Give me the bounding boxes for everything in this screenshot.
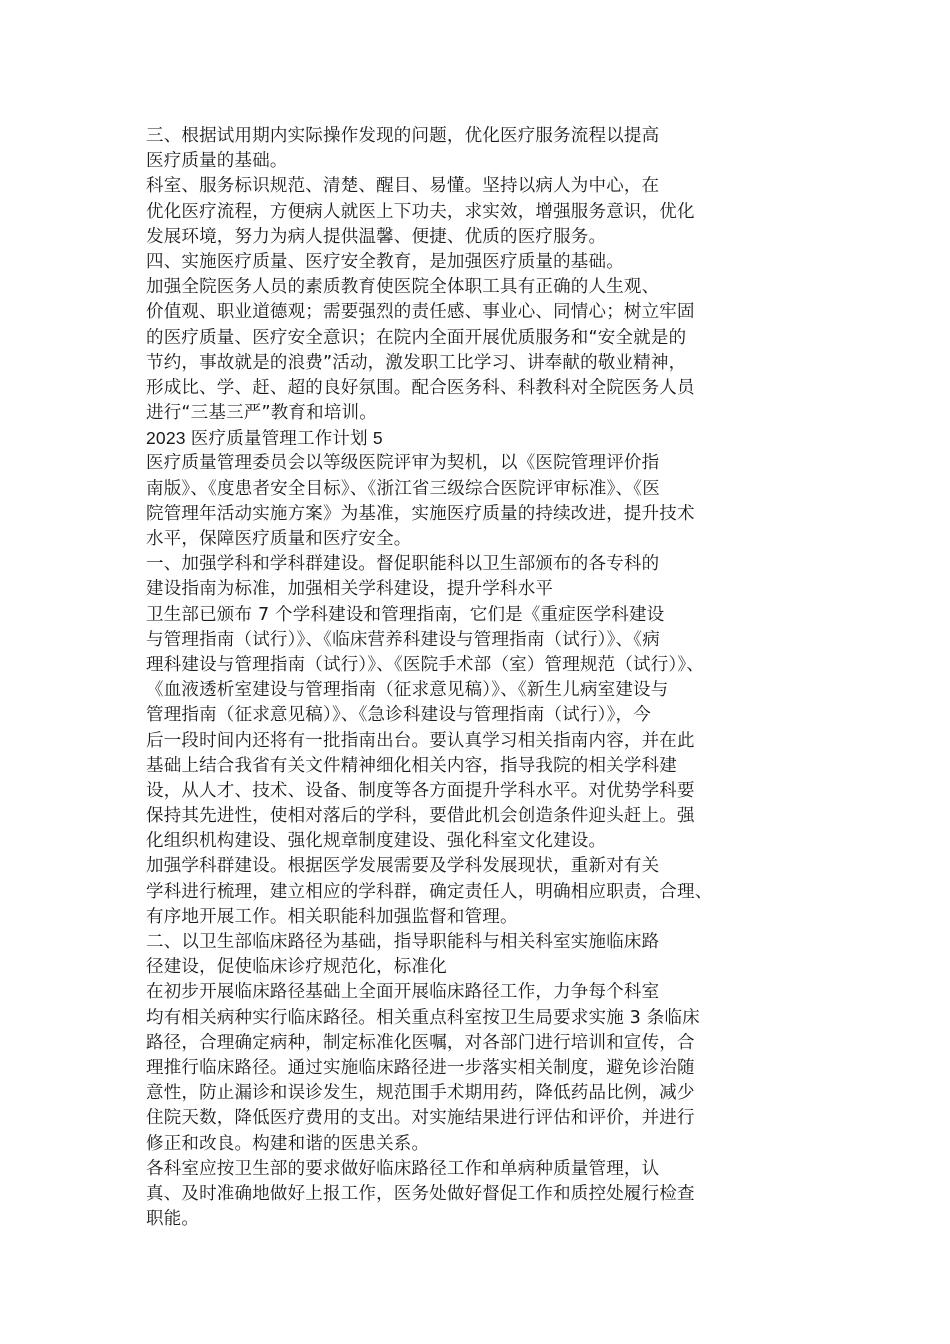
text-line: 的医疗质量、医疗安全意识；在院内全面开展优质服务和“安全就是的 bbox=[146, 327, 687, 348]
text-line: 意性，防止漏诊和误诊发生，规范围手术期用药，降低药品比例，减少 bbox=[146, 1083, 695, 1104]
text-line: 基础上结合我省有关文件精神细化相关内容，指导我院的相关学科建 bbox=[146, 755, 677, 776]
text-line: 形成比、学、赶、超的良好氛围。配合医务科、科教科对全院医务人员 bbox=[146, 377, 695, 398]
text-line: 学科进行梳理，建立相应的学科群，确定责任人，明确相应职责，合理、 bbox=[146, 881, 713, 902]
text-line: 价值观、职业道德观；需要强烈的责任感、事业心、同情心；树立牢固 bbox=[146, 302, 695, 323]
document-body bbox=[146, 124, 796, 1232]
text-line: 四、实施医疗质量、医疗安全教育，是加强医疗质量的基础。 bbox=[146, 251, 624, 272]
text-line: 与管理指南（试行）》、《临床营养科建设与管理指南（试行）》、《病 bbox=[146, 629, 660, 650]
text-line: 保持其先进性，使相对落后的学科，要借此机会创造条件迎头赶上。强 bbox=[146, 806, 695, 827]
text-line: 有序地开展工作。相关职能科加强监督和管理。 bbox=[146, 906, 518, 927]
text-line: 设，从人才、技术、设备、制度等各方面提升学科水平。对优势学科要 bbox=[146, 780, 695, 801]
text-line: 《血液透析室建设与管理指南（征求意见稿）》、《新生儿病室建设与 bbox=[146, 680, 669, 701]
text-line: 化组织机构建设、强化规章制度建设、强化科室文化建设。 bbox=[146, 831, 607, 852]
text-line: 进行“三基三严”教育和培训。 bbox=[146, 403, 377, 424]
text-line: 卫生部已颁布 7 个学科建设和管理指南，它们是《重症医学科建设 bbox=[146, 604, 665, 625]
text-line: 管理指南（征求意见稿）》、《急诊科建设与管理指南（试行）》，今 bbox=[146, 705, 651, 726]
text-line: 真、及时准确地做好上报工作，医务处做好督促工作和质控处履行检查 bbox=[146, 1183, 695, 1204]
text-line: 后一段时间内还将有一批指南出台。要认真学习相关指南内容，并在此 bbox=[146, 730, 695, 751]
text-line: 节约，事故就是的浪费”活动，激发职工比学习、讲奉献的敬业精神， bbox=[146, 352, 687, 373]
text-line: 径建设，促使临床诊疗规范化，标准化 bbox=[146, 957, 447, 978]
text-line: 水平，保障医疗质量和医疗安全。 bbox=[146, 529, 412, 549]
text-line: 一、加强学科和学科群建设。督促职能科以卫生部颁布的各专科的 bbox=[146, 554, 660, 575]
text-line: 修正和改良。构建和谐的医患关系。 bbox=[146, 1133, 430, 1154]
text-line: 职能。 bbox=[146, 1209, 200, 1230]
text-line: 理科建设与管理指南（试行）》、《医院手术部（室）管理规范（试行）》、 bbox=[146, 654, 705, 675]
text-line: 加强学科群建设。根据医学发展需要及学科发展现状，重新对有关 bbox=[146, 856, 660, 877]
text-line: 优化医疗流程，方便病人就医上下功夫，求实效，增强服务意识，优化 bbox=[146, 201, 695, 222]
text-line: 南版》、《度患者安全目标》、《浙江省三级综合医院评审标准》、《医 bbox=[146, 478, 660, 499]
text-line: 医疗质量管理委员会以等级医院评审为契机，以《医院管理评价指 bbox=[146, 453, 660, 474]
text-line: 发展环境，努力为病人提供温馨、便捷、优质的医疗服务。 bbox=[146, 226, 607, 247]
text-line: 各科室应按卫生部的要求做好临床路径工作和单病种质量管理，认 bbox=[146, 1158, 660, 1179]
text-line: 均有相关病种实行临床路径。相关重点科室按卫生局要求实施 3 条临床 bbox=[146, 1007, 700, 1028]
text-line: 科室、服务标识规范、清楚、醒目、易懂。坚持以病人为中心，在 bbox=[146, 176, 660, 197]
text-line: 住院天数，降低医疗费用的支出。对实施结果进行评估和评价，并进行 bbox=[146, 1108, 695, 1129]
text-line: 三、根据试用期内实际操作发现的问题，优化医疗服务流程以提高 bbox=[146, 126, 660, 146]
text-line: 加强全院医务人员的素质教育使医院全体职工具有正确的人生观、 bbox=[146, 277, 660, 298]
text-line: 路径，合理确定病种，制定标准化医嘱，对各部门进行培训和宣传，合 bbox=[146, 1032, 695, 1053]
text-line: 建设指南为标准，加强相关学科建设，提升学科水平 bbox=[146, 579, 554, 600]
text-line: 理推行临床路径。通过实施临床路径进一步落实相关制度，避免诊治随 bbox=[146, 1057, 695, 1078]
text-line: 在初步开展临床路径基础上全面开展临床路径工作，力争每个科室 bbox=[146, 982, 660, 1003]
section-heading: 2023 医疗质量管理工作计划 5 bbox=[146, 428, 383, 449]
text-line: 医疗质量的基础。 bbox=[146, 151, 288, 172]
text-line: 二、以卫生部临床路径为基础，指导职能科与相关科室实施临床路 bbox=[146, 932, 660, 952]
text-line: 院管理年活动实施方案》为基准，实施医疗质量的持续改进，提升技术 bbox=[146, 503, 695, 524]
